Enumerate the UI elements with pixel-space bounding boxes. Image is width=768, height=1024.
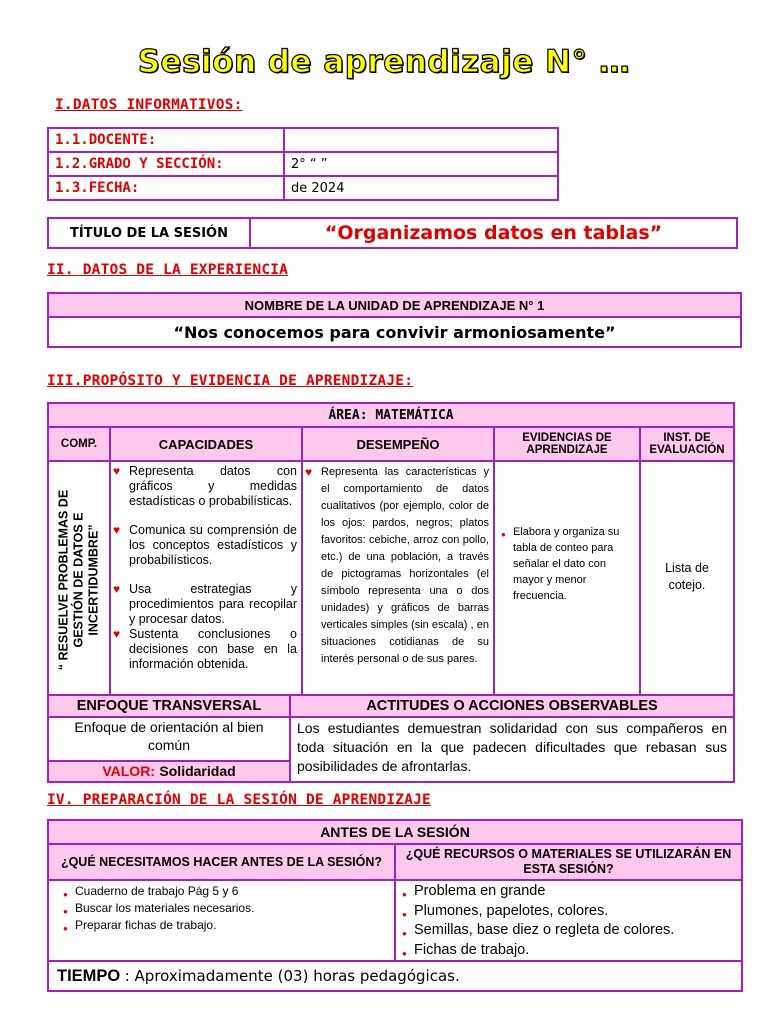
enfoque-table <box>47 694 735 783</box>
desempeno-text: ♥ Representa las características y el comportamiento de datos cualitativos (por ejemplo, color de los ojos: pardos, negros; platos favoritos: cebiche, arroz con pollo, etc.) de una población, a través de pictogramas horizontales (el símbolo representa una o dos unidades) y gráficos de barras verticales simples (sin escala) , en situaciones cotidianas de su interés personal o de sus pares. <box>305 464 489 668</box>
evidencia-text: ● Elabora y organiza su tabla de conteo para señalar el dato con mayor y menor frecuencia. <box>497 524 635 604</box>
unit-name: “Nos conocemos para convivir armoniosamente” <box>48 317 741 347</box>
capacidad-item: ♥ Representa datos con gráficos y medidas estadísticas o probabilísticas. <box>113 464 297 509</box>
task-item: ● Buscar los materiales necesarios. <box>59 900 390 917</box>
info-row-fecha <box>48 176 558 200</box>
valor-value: Solidaridad <box>159 762 236 779</box>
info-label-fecha: 1.3.FECHA: <box>48 176 284 200</box>
task-item: ● Preparar fichas de trabajo. <box>59 917 390 934</box>
competencia-cell <box>48 461 110 699</box>
session-title-table <box>47 217 738 249</box>
capacidad-item: ♥ Comunica su comprensión de los conceptos estadísticos y probabilísticos. <box>113 523 297 568</box>
valor-label: VALOR: <box>102 762 155 779</box>
prep-table <box>47 819 743 992</box>
area-header: ÁREA: MATEMÁTICA <box>48 403 734 427</box>
section-heading-experiencia: II. DATOS DE LA EXPERIENCIA <box>47 262 289 278</box>
col-header-capacidades: CAPACIDADES <box>110 427 302 461</box>
info-row-grado <box>48 152 558 176</box>
unit-table <box>47 292 742 348</box>
section-heading-proposito: III.PROPÓSITO Y EVIDENCIA DE APRENDIZAJE: <box>47 373 414 389</box>
actitudes-text: Los estudiantes demuestran solidaridad con sus compañeros en toda situación en la que padecen dificultades que rebasan sus posibilidades de afrontarlas. <box>290 717 734 782</box>
col-header-evidencias: EVIDENCIAS DE APRENDIZAJE <box>494 427 640 461</box>
time-value: : Aproximadamente (03) horas pedagógicas. <box>124 966 460 985</box>
prep-resources-cell <box>395 880 742 961</box>
resource-item: ● Plumones, papelotes, colores. <box>398 902 737 922</box>
actitudes-header: ACTITUDES O ACCIONES OBSERVABLES <box>290 695 734 717</box>
resource-item: ● Problema en grande <box>398 882 737 902</box>
session-title-value: “Organizamos datos en tablas” <box>250 218 737 248</box>
valor-cell <box>48 761 290 782</box>
time-label: TIEMPO <box>57 966 121 985</box>
info-value-docente <box>284 128 558 152</box>
prep-question-resources: ¿QUÉ RECURSOS O MATERIALES SE UTILIZARÁN EN ESTA SESIÓN? <box>395 844 742 880</box>
task-item: ● Cuaderno de trabajo Pág 5 y 6 <box>59 883 390 900</box>
prep-header: ANTES DE LA SESIÓN <box>48 820 742 844</box>
prep-question-tasks: ¿QUÉ NECESITAMOS HACER ANTES DE LA SESIÓN? <box>48 844 395 880</box>
section-heading-datos-informativos: I.DATOS INFORMATIVOS: <box>55 97 243 113</box>
purpose-table <box>47 402 735 700</box>
col-header-comp: COMP. <box>48 427 110 461</box>
competencia-text: “ RESUELVE PROBLEMAS DE GESTIÓN DE DATOS E INCERTIDUMBRE” <box>56 489 101 671</box>
info-value-grado: 2° “ ” <box>284 152 558 176</box>
section-heading-preparacion: IV. PREPARACIÓN DE LA SESIÓN DE APRENDIZAJE <box>47 792 431 808</box>
evidencia-cell <box>494 461 640 699</box>
info-table <box>47 127 559 201</box>
page-title: Sesión de aprendizaje N° … <box>137 44 631 80</box>
enfoque-header: ENFOQUE TRANSVERSAL <box>48 695 290 717</box>
session-title-label: TÍTULO DE LA SESIÓN <box>48 218 250 248</box>
col-header-desempeno: DESEMPEÑO <box>302 427 494 461</box>
desempeno-cell <box>302 461 494 699</box>
instrumento-cell: Lista de cotejo. <box>640 461 734 699</box>
info-label-docente: 1.1.DOCENTE: <box>48 128 284 152</box>
resource-item: ● Semillas, base diez o regleta de colores. <box>398 921 737 941</box>
unit-label: NOMBRE DE LA UNIDAD DE APRENDIZAJE N° 1 <box>48 293 741 317</box>
info-row-docente <box>48 128 558 152</box>
capacidades-cell <box>110 461 302 699</box>
info-value-fecha: de 2024 <box>284 176 558 200</box>
enfoque-text: Enfoque de orientación al bien común <box>48 717 290 761</box>
prep-tasks-cell <box>48 880 395 961</box>
time-cell <box>48 961 742 991</box>
capacidad-item: ♥ Sustenta conclusiones o decisiones con base en la información obtenida. <box>113 627 297 672</box>
resource-item: ● Fichas de trabajo. <box>398 941 737 961</box>
capacidad-item: ♥ Usa estrategias y procedimientos para recopilar y procesar datos. <box>113 582 297 627</box>
col-header-instrumento: INST. DE EVALUACIÓN <box>640 427 734 461</box>
info-label-grado: 1.2.GRADO Y SECCIÓN: <box>48 152 284 176</box>
